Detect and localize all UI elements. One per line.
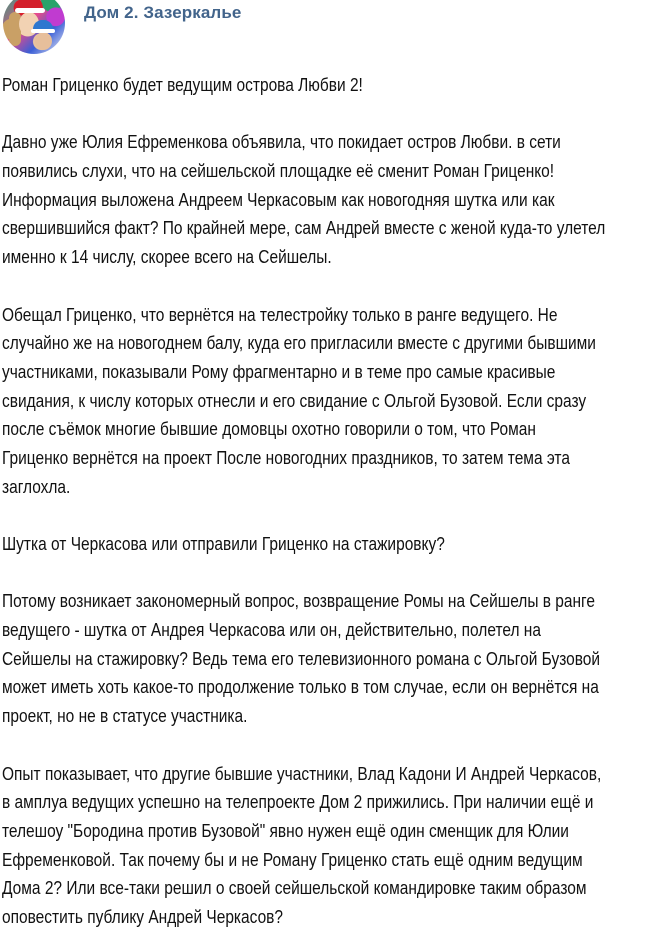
paragraph-gap — [2, 272, 670, 301]
text-line: появились слухи, что на сейшельской площадке её сменит Роман Гриценко! — [2, 161, 555, 182]
avatar-photo-detail — [31, 29, 55, 33]
paragraph — [2, 128, 670, 271]
post-header — [0, 0, 670, 66]
text-line: заглохла. — [2, 476, 71, 497]
text-line: Обещал Гриценко, что вернётся на телестройку только в ранге ведущего. Не — [2, 304, 558, 325]
avatar-photo-detail — [35, 32, 52, 50]
post-text — [2, 71, 670, 932]
paragraph — [2, 301, 670, 502]
text-line: участниками, показывали Рому фрагментарно и в теме про самые красивые — [2, 361, 556, 382]
paragraph — [2, 760, 670, 932]
text-line: ведущего - шутка от Андрея Черкасова или он, действительно, полетел на — [2, 620, 541, 641]
text-line: случайно же на новогоднем балу, куда его пригласили вместе с другими бывшими — [2, 333, 596, 354]
paragraph-gap — [2, 731, 670, 760]
text-line: Давно уже Юлия Ефременкова объявила, что покидает остров Любви. в сети — [2, 132, 561, 153]
text-line: в амплуа ведущих успешно на телепроекте Дом 2 прижились. При наличии ещё и — [2, 792, 594, 813]
text-line: может иметь хоть какое-то продолжение только в том случае, если он вернётся на — [2, 677, 599, 698]
text-line: Сейшелы на стажировку? Ведь тема его телевизионного романа с Ольгой Бузовой — [2, 648, 601, 669]
text-line: Шутка от Черкасова или отправили Гриценко на стажировку? — [2, 534, 445, 554]
text-line: Потому возникает закономерный вопрос, возвращение Ромы на Сейшелы в ранге — [2, 591, 595, 612]
text-line: свершившийся факт? По крайней мере, сам Андрей вместе с женой куда-то улетел — [2, 218, 606, 239]
group-avatar[interactable] — [3, 0, 65, 54]
post-headline: Роман Гриценко будет ведущим острова Любви 2! — [2, 75, 363, 95]
text-line: Гриценко вернётся на проект После новогодних праздников, то затем тема эта — [2, 447, 570, 468]
text-line: оповестить публику Андрей Черкасов? — [2, 906, 284, 927]
text-line: Дома 2? Или все-таки решил о своей сейшельской командировке таким образом — [2, 878, 587, 899]
group-name-link[interactable]: Дом 2. Зазеркалье — [84, 3, 242, 22]
text-line: телешоу "Бородина против Бузовой" явно нужен ещё один сменщик для Юлии — [2, 820, 569, 841]
paragraph-gap — [2, 100, 670, 129]
text-line: после съёмок многие бывшие домовцы охотно говорили о том, что Роман — [2, 419, 536, 440]
text-line: именно к 14 числу, скорее всего на Сейшелы. — [2, 247, 332, 268]
text-line: Ефременковой. Так почему бы и не Роману Гриценко стать ещё одним ведущим — [2, 849, 583, 870]
text-line: свидания, к числу которых отнесли и его свидание с Ольгой Бузовой. Если сразу — [2, 390, 587, 411]
text-line: Опыт показывает, что другие бывшие участники, Влад Кадони И Андрей Черкасов, — [2, 763, 602, 784]
text-line: проект, но не в статусе участника. — [2, 706, 248, 727]
text-line: Информация выложена Андреем Черкасовым как новогодняя шутка или как — [2, 189, 555, 210]
avatar-photo-detail — [15, 8, 45, 13]
subheading — [2, 530, 670, 559]
paragraph-gap — [2, 559, 670, 588]
paragraph-gap — [2, 501, 670, 530]
paragraph — [2, 587, 670, 730]
